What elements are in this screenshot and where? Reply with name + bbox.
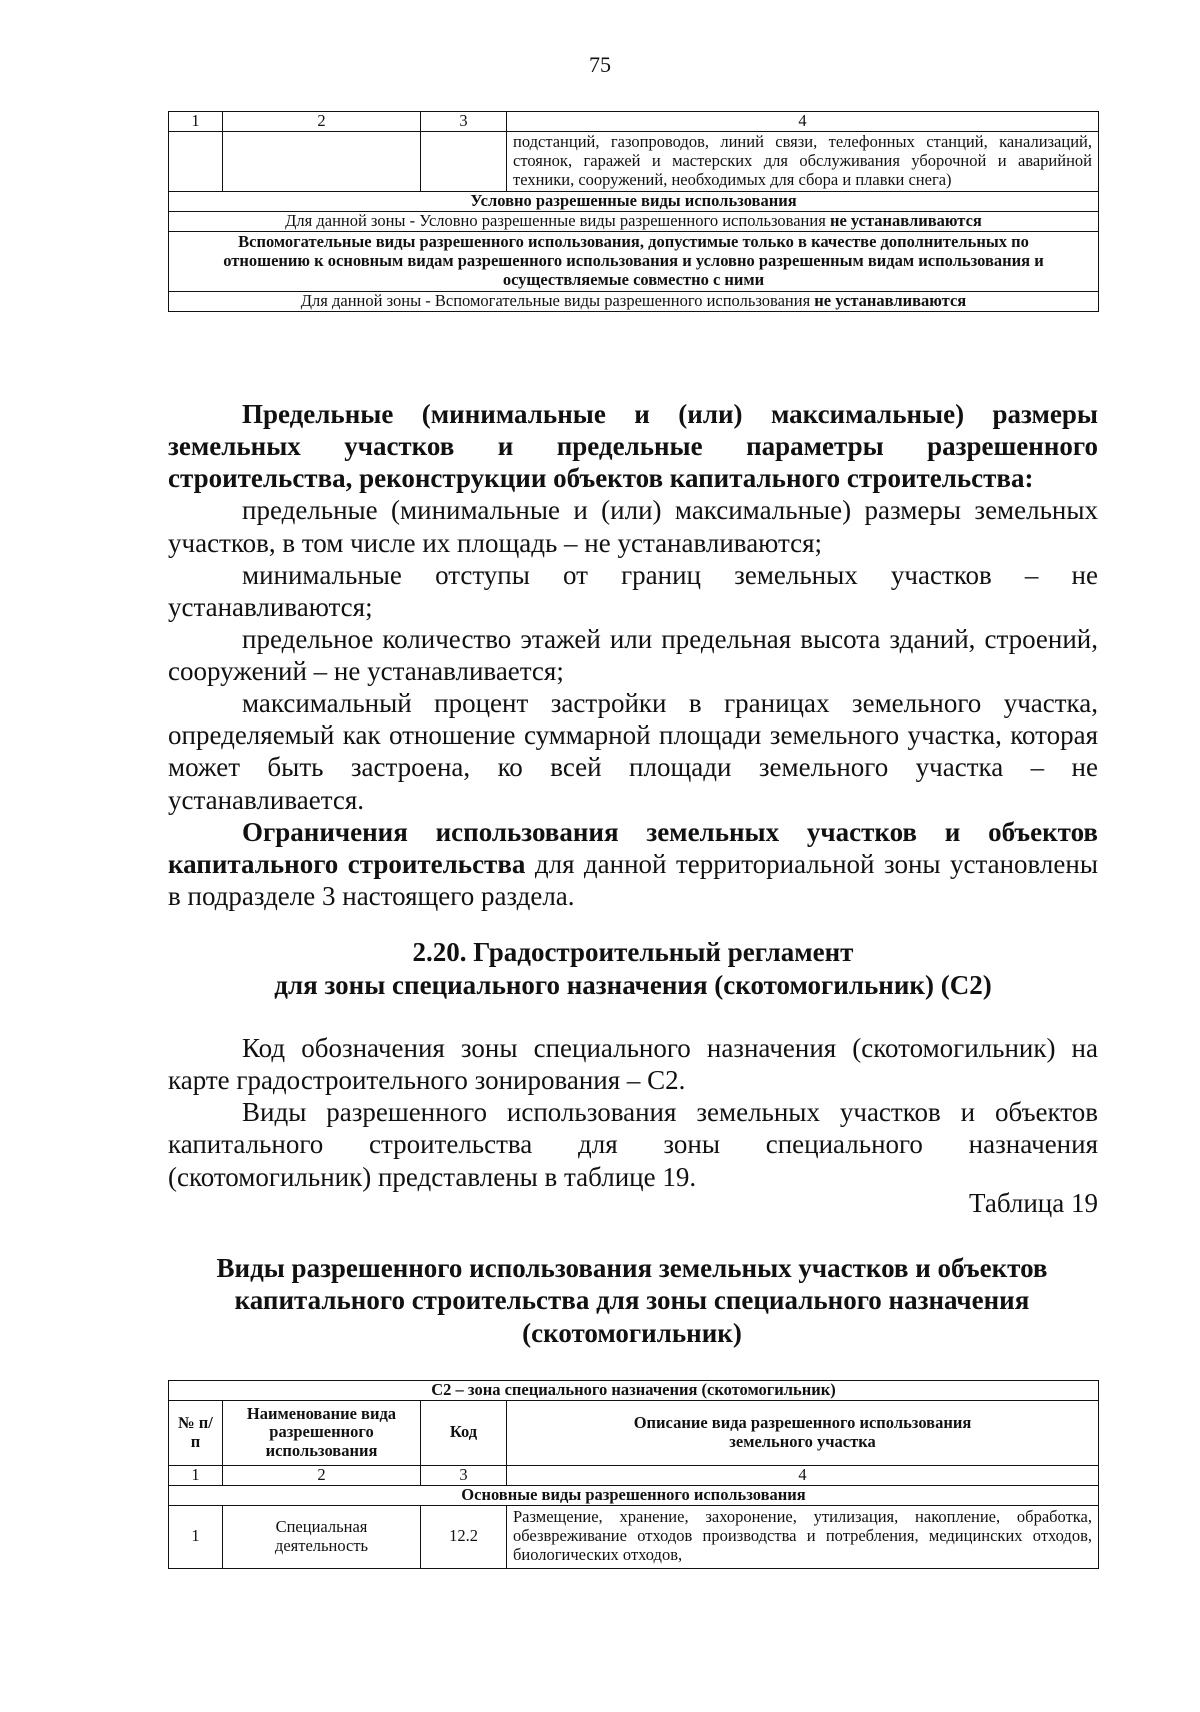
auxiliary-uses-note-bold: не устанавливаются: [814, 290, 967, 310]
main-types-header: Основные виды разрешенного использования: [169, 1485, 1099, 1505]
auxiliary-uses-note: [169, 291, 1099, 311]
col-number-1: 1: [169, 112, 223, 132]
table-reference-paragraph: Виды разрешенного использования земельных участков и объектов капитального строительства для зоны специального назначения (скотомогильник) представлены в таблице 19.: [168, 1097, 1098, 1192]
restrictions-text: для данной территориальной зоны установлены в подразделе 3 настоящего раздела.: [168, 848, 1098, 911]
table-row: [169, 131, 1099, 191]
table-column-numbers-row: [169, 1465, 1099, 1485]
table-title: Виды разрешенного использования земельных участков и объектов капитального строительства для зоны специального назначения (скотомогильник): [216, 1253, 1048, 1348]
col-number-3: 3: [421, 112, 507, 132]
table-19: [168, 1380, 1099, 1569]
table-continuation: [168, 111, 1099, 312]
col-number-1: 1: [169, 1465, 223, 1485]
row-code: 12.2: [421, 1505, 507, 1568]
conditional-uses-header: Условно разрешенные виды использования: [169, 191, 1099, 211]
section-heading-line-1: 2.20. Градостроительный регламент: [412, 937, 854, 967]
section-heading: [168, 936, 1098, 1002]
table-row: [169, 1381, 1099, 1401]
table-cell-empty: [223, 131, 421, 191]
col-number-3: 3: [421, 1465, 507, 1485]
table-label: Таблица 19: [969, 1188, 1098, 1218]
limits-item-floors: предельное количество этажей или предельная высота зданий, строений, сооружений – не устанавливается;: [168, 623, 1098, 686]
limits-section: [168, 398, 1098, 912]
restrictions-bold: Ограничения использования земельных участков и объектов капитального строительства: [168, 816, 1098, 879]
col-number-4: 4: [507, 112, 1099, 132]
row-name: Специальная деятельность: [223, 1505, 421, 1568]
zone-header: С2 – зона специального назначения (скотомогильник): [169, 1381, 1099, 1401]
header-code: Код: [421, 1400, 507, 1465]
limits-item-setbacks: минимальные отступы от границ земельных участков – не устанавливаются;: [168, 559, 1098, 622]
restrictions-paragraph: [168, 816, 1098, 912]
zone-code-paragraph: Код обозначения зоны специального назначения (скотомогильник) на карте градостроительного зонирования – С2.: [168, 1033, 1098, 1096]
header-num: № п/п: [169, 1400, 223, 1465]
section-body: [168, 1032, 1098, 1193]
continued-description: подстанций, газопроводов, линий связи, телефонных станций, канализаций, стоянок, гаражей и мастерских для обслуживания уборочной и аварийной техники, сооружений, необходимых для сбора и плавки снега): [507, 131, 1099, 191]
table-row: [169, 191, 1099, 211]
table-row: [169, 1485, 1099, 1505]
table-cell-empty: [169, 131, 223, 191]
table-row: [169, 211, 1099, 231]
limits-heading: Предельные (минимальные и (или) максимальные) размеры земельных участков и предельные параметры разрешенного строительства, реконструкции объектов капитального строительства:: [168, 399, 1098, 494]
col-number-2: 2: [223, 112, 421, 132]
conditional-uses-note: [169, 211, 1099, 231]
page-number: 75: [589, 52, 611, 77]
auxiliary-uses-header: Вспомогательные виды разрешенного использования, допустимые только в качестве дополнительных по отношению к основным видам разрешенного использования и условно разрешенным видам использования и осуществляемые совместно с ними: [169, 231, 1099, 291]
col-number-4: 4: [507, 1465, 1099, 1485]
row-description: Размещение, хранение, захоронение, утилизация, накопление, обработка, обезвреживание отходов производства и потребления, медицинских отходов, биологических отходов,: [507, 1505, 1099, 1568]
conditional-uses-note-text: Для данной зоны - Условно разрешенные виды разрешенного использования: [285, 210, 826, 230]
limits-item-coverage: максимальный процент застройки в границах земельного участка, определяемый как отношение суммарной площади земельного участка, которая может быть застроена, ко всей площади земельного участка – не устанавливается.: [168, 688, 1098, 815]
header-name: Наименование вида разрешенного использования: [223, 1400, 421, 1465]
row-num: 1: [169, 1505, 223, 1568]
table-row: [169, 291, 1099, 311]
auxiliary-uses-note-text: Для данной зоны - Вспомогательные виды разрешенного использования: [300, 290, 811, 310]
table-column-numbers-row: [169, 112, 1099, 132]
limits-item-size: предельные (минимальные и (или) максимальные) размеры земельных участков, в том числе их площадь – не устанавливаются;: [168, 495, 1098, 558]
table-row: [169, 1505, 1099, 1568]
section-heading-line-2: для зоны специального назначения (скотомогильник) (С2): [274, 969, 992, 1000]
table-row: [169, 231, 1099, 291]
table-header-row: [169, 1400, 1099, 1465]
table-cell-empty: [421, 131, 507, 191]
col-number-2: 2: [223, 1465, 421, 1485]
conditional-uses-note-bold: не устанавливаются: [829, 210, 982, 230]
header-description: Описание вида разрешенного использования земельного участка: [507, 1400, 1099, 1465]
